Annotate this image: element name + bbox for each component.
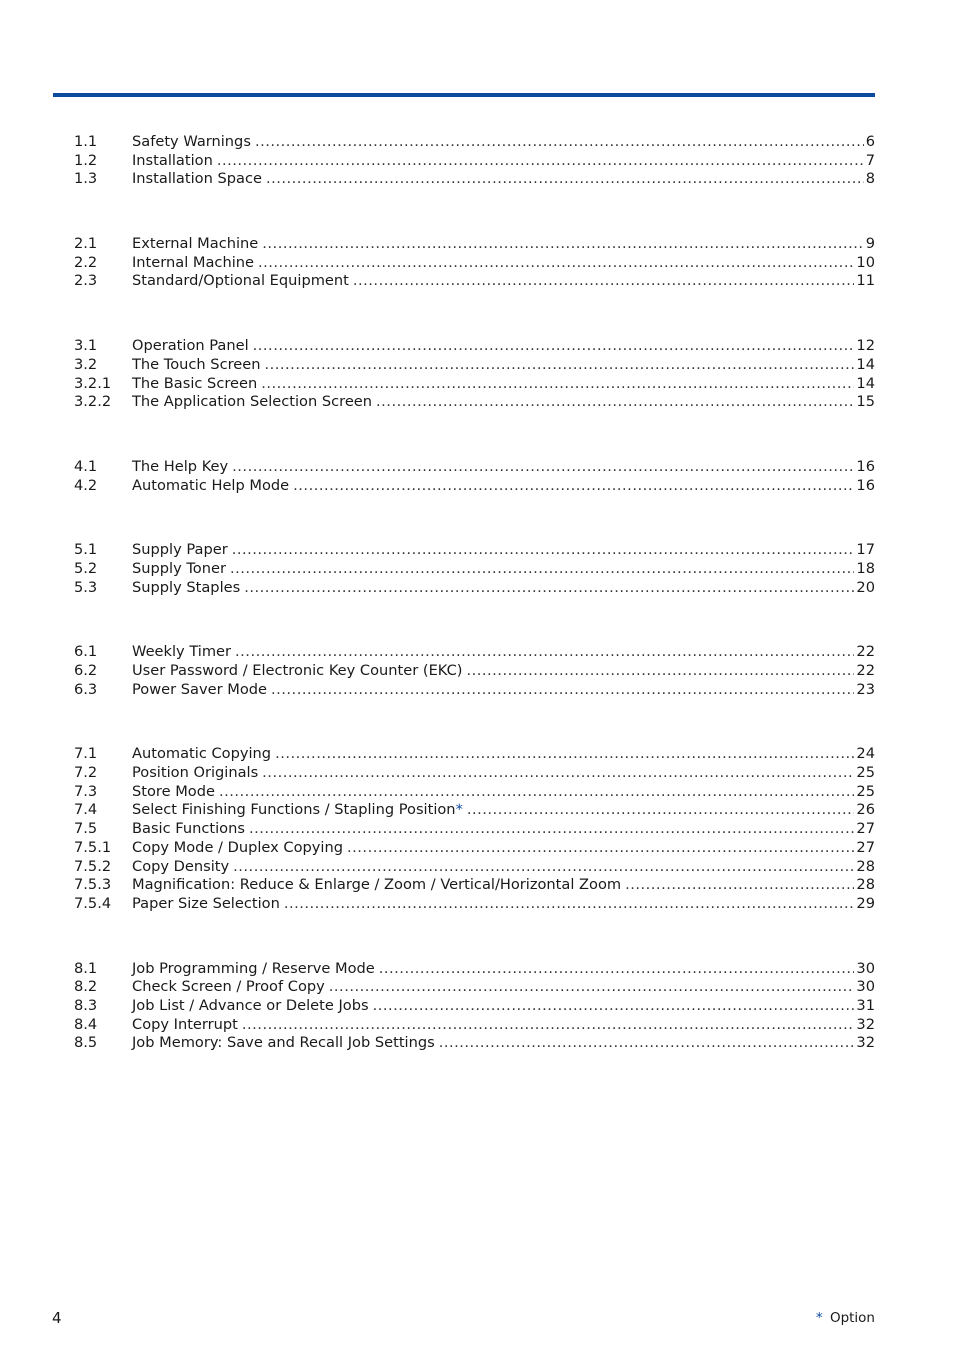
toc-entry-page: 16 [856,476,875,494]
toc-entry-title: Check Screen / Proof Copy [132,978,325,996]
toc-entry-title: Store Mode [132,782,215,800]
toc-entry-title-wrap [132,375,257,394]
toc-entry-number: 1.1 [74,133,98,150]
dot-leader [625,876,854,895]
toc-section [74,541,875,597]
toc-entry[interactable] [74,393,875,412]
toc-entry-number: 6.3 [74,680,98,698]
dot-leader [271,681,854,700]
toc-entry-title-wrap [132,895,280,914]
dot-leader [262,235,863,254]
toc-entry-page: 32 [856,1015,875,1033]
dot-leader [262,764,854,783]
dot-leader [373,997,855,1016]
header-rule [53,93,875,97]
toc-entry-title: The Touch Screen [132,355,261,373]
toc-entry-number: 2.2 [74,253,98,271]
toc-entry-number: 5.3 [74,578,98,596]
toc-entry-number: 2.3 [74,272,98,290]
toc-entry[interactable] [74,152,875,171]
toc-entry-page: 11 [856,272,875,290]
toc-entry-page: 20 [856,578,875,596]
toc-entry-title: External Machine [132,235,259,253]
toc-entry-title: The Basic Screen [132,374,258,392]
toc-entry-title-wrap [132,133,251,152]
toc-entry-title: Paper Size Selection [132,894,280,912]
toc-entry-number: 3.2 [74,355,98,373]
toc-entry[interactable] [74,978,875,997]
toc-entry[interactable] [74,170,875,189]
toc-entry-page: 25 [856,782,875,800]
toc-entry[interactable] [74,1034,875,1053]
toc-entry-title: The Application Selection Screen [132,393,373,411]
toc-entry-title-wrap [132,876,621,895]
toc-entry-number: 6.2 [74,662,98,679]
toc-entry[interactable] [74,801,875,820]
toc-entry-page: 22 [856,643,875,661]
toc-entry-number: 3.1 [74,337,98,355]
toc-entry-number: 4.2 [74,476,98,494]
toc-entry-title: Internal Machine [132,253,254,271]
toc-entry[interactable] [74,643,875,662]
dot-leader [232,541,855,560]
toc-entry-title: Job Memory: Save and Recall Job Settings [132,1034,435,1052]
toc-entry[interactable] [74,541,875,560]
dot-leader [253,337,855,356]
dot-leader [275,745,854,764]
toc-entry-title: Power Saver Mode [132,680,267,698]
toc-entry-title: Position Originals [132,764,259,782]
toc-entry-page: 8 [865,170,875,188]
toc-entry-page: 28 [856,857,875,875]
toc-entry-title-wrap [132,978,325,997]
toc-entry-page: 7 [865,151,875,169]
toc-entry-title-wrap [132,960,375,979]
toc-entry-title-wrap [132,152,213,171]
toc-entry-page: 6 [865,133,875,150]
toc-entry-number: 3.2.1 [74,374,112,392]
toc-entry-page: 31 [856,996,875,1014]
toc-entry[interactable] [74,681,875,700]
toc-entry[interactable] [74,254,875,273]
toc-entry-title-wrap [132,272,349,291]
toc-entry-title: Supply Staples [132,578,241,596]
toc-entry-page: 24 [856,745,875,763]
toc-entry-title-wrap [132,235,258,254]
toc-entry-title-wrap [132,560,226,579]
toc-entry-number: 1.2 [74,151,98,169]
toc-entry-number: 5.1 [74,541,98,559]
toc-entry[interactable] [74,839,875,858]
footnote-marker: * [815,1310,823,1326]
dot-leader [266,170,864,189]
toc-entry[interactable] [74,579,875,598]
dot-leader [353,272,855,291]
toc-section [74,643,875,699]
toc-entry-page: 14 [856,355,875,373]
toc-entry-number: 8.1 [74,959,98,977]
toc-entry-title: Installation Space [132,170,262,188]
table-of-contents [74,133,875,1099]
toc-entry[interactable] [74,858,875,877]
toc-entry-title: User Password / Electronic Key Counter (EKC) [132,662,463,679]
toc-entry-page: 28 [856,876,875,894]
toc-entry[interactable] [74,783,875,802]
dot-leader [244,579,854,598]
toc-entry-title-wrap [132,356,260,375]
dot-leader [379,960,855,979]
dot-leader [284,895,855,914]
toc-entry[interactable] [74,560,875,579]
toc-entry[interactable] [74,337,875,356]
toc-entry[interactable] [74,745,875,764]
toc-entry-title: Copy Density [132,857,230,875]
toc-entry-title: Magnification: Reduce & Enlarge / Zoom / Vertical/Horizontal Zoom [132,876,622,894]
toc-entry-number: 7.2 [74,764,98,782]
dot-leader [242,1016,855,1035]
toc-entry-title: Job Programming / Reserve Mode [132,959,375,977]
toc-section [74,133,875,189]
toc-entry-title-wrap [132,997,369,1016]
toc-entry-title: Select Finishing Functions / Stapling Position [132,801,456,819]
toc-section [74,458,875,495]
toc-entry-number: 7.5.4 [74,894,112,912]
toc-entry-title-wrap [132,254,254,273]
toc-entry-page: 16 [856,457,875,475]
toc-entry-number: 2.1 [74,235,98,253]
toc-entry[interactable] [74,375,875,394]
dot-leader [249,820,854,839]
toc-entry-page: 9 [865,235,875,253]
toc-entry-title: Automatic Copying [132,745,272,763]
toc-entry-title-wrap [132,541,228,560]
toc-entry-number: 7.5.3 [74,876,112,894]
option-marker: * [455,801,463,819]
dot-leader [264,356,854,375]
toc-entry-title-wrap [132,458,228,477]
dot-leader [219,783,854,802]
toc-entry-page: 30 [856,978,875,996]
toc-entry-number: 8.5 [74,1034,98,1052]
toc-entry-page: 22 [856,662,875,679]
toc-entry-number: 3.2.2 [74,393,112,411]
toc-entry-page: 17 [856,541,875,559]
dot-leader [376,393,854,412]
toc-entry-title: Basic Functions [132,820,245,838]
toc-entry-title-wrap [132,1016,238,1035]
toc-entry-number: 6.1 [74,643,98,661]
toc-section [74,337,875,412]
toc-entry-number: 7.1 [74,745,98,763]
toc-entry-page: 26 [856,801,875,819]
toc-entry-page: 32 [856,1034,875,1052]
toc-entry-title-wrap [132,1034,435,1053]
toc-entry[interactable] [74,662,875,681]
dot-leader [439,1034,855,1053]
dot-leader [255,133,864,152]
toc-entry-title-wrap [132,393,372,412]
dot-leader [235,643,854,662]
toc-entry[interactable] [74,820,875,839]
toc-entry[interactable] [74,272,875,291]
toc-entry-title-wrap [132,783,215,802]
toc-entry-number: 7.5 [74,820,98,838]
toc-entry-title: Copy Mode / Duplex Copying [132,838,344,856]
toc-entry[interactable] [74,356,875,375]
toc-entry-page: 27 [856,820,875,838]
toc-entry-page: 25 [856,764,875,782]
dot-leader [467,801,855,820]
toc-section [74,745,875,913]
toc-entry[interactable] [74,764,875,783]
toc-entry-title-wrap [132,801,463,820]
toc-entry-title: Supply Toner [132,559,226,577]
toc-entry-title-wrap [132,579,240,598]
toc-entry-page: 14 [856,374,875,392]
toc-entry-page: 27 [856,838,875,856]
toc-section [74,235,875,291]
toc-entry-page: 23 [856,680,875,698]
toc-entry-title: Standard/Optional Equipment [132,272,349,290]
dot-leader [258,254,854,273]
toc-entry-number: 8.4 [74,1015,98,1033]
footnote-text: Option [829,1310,875,1326]
toc-entry-page: 10 [856,253,875,271]
dot-leader [329,978,855,997]
toc-entry-title-wrap [132,820,245,839]
toc-entry-page: 30 [856,959,875,977]
toc-entry-number: 4.1 [74,457,98,475]
toc-entry-page: 12 [856,337,875,355]
dot-leader [293,477,854,496]
toc-entry[interactable] [74,235,875,254]
dot-leader [217,152,864,171]
toc-entry[interactable] [74,1016,875,1035]
toc-entry[interactable] [74,997,875,1016]
dot-leader [230,560,854,579]
toc-entry[interactable] [74,895,875,914]
toc-entry-number: 7.5.2 [74,857,112,875]
toc-entry-title: Job List / Advance or Delete Jobs [132,996,369,1014]
toc-entry[interactable] [74,458,875,477]
toc-entry-number: 8.2 [74,978,98,996]
dot-leader [466,662,854,681]
toc-entry-number: 7.5.1 [74,838,112,856]
toc-entry-title-wrap [132,745,271,764]
toc-entry[interactable] [74,876,875,895]
toc-entry-page: 29 [856,894,875,912]
toc-entry[interactable] [74,477,875,496]
toc-entry-title: Automatic Help Mode [132,476,290,494]
toc-entry-title-wrap [132,170,262,189]
toc-entry-title-wrap [132,662,462,681]
toc-entry-page: 18 [856,559,875,577]
toc-entry-title-wrap [132,839,343,858]
toc-entry[interactable] [74,960,875,979]
dot-leader [233,858,854,877]
toc-entry-title-wrap [132,764,258,783]
footnote-option [816,1310,875,1326]
dot-leader [232,458,854,477]
toc-entry-title: The Help Key [132,457,229,475]
toc-entry-title-wrap [132,858,229,877]
page-number: 4 [52,1309,62,1327]
toc-entry-title: Copy Interrupt [132,1015,238,1033]
toc-entry-title-wrap [132,477,289,496]
toc-entry-title-wrap [132,643,231,662]
dot-leader [347,839,854,858]
toc-entry-title: Safety Warnings [132,133,251,150]
toc-entry-title: Weekly Timer [132,643,232,661]
toc-entry-number: 8.3 [74,996,98,1014]
toc-entry-title: Installation [132,151,213,169]
toc-entry-title: Supply Paper [132,541,228,559]
toc-section [74,960,875,1053]
toc-entry-number: 5.2 [74,559,98,577]
toc-entry-number: 7.4 [74,801,98,819]
toc-entry[interactable] [74,133,875,152]
toc-entry-title: Operation Panel [132,337,249,355]
toc-entry-number: 7.3 [74,782,98,800]
toc-entry-number: 1.3 [74,170,98,188]
toc-entry-title-wrap [132,337,249,356]
dot-leader [261,375,854,394]
toc-entry-page: 15 [856,393,875,411]
toc-entry-title-wrap [132,681,267,700]
